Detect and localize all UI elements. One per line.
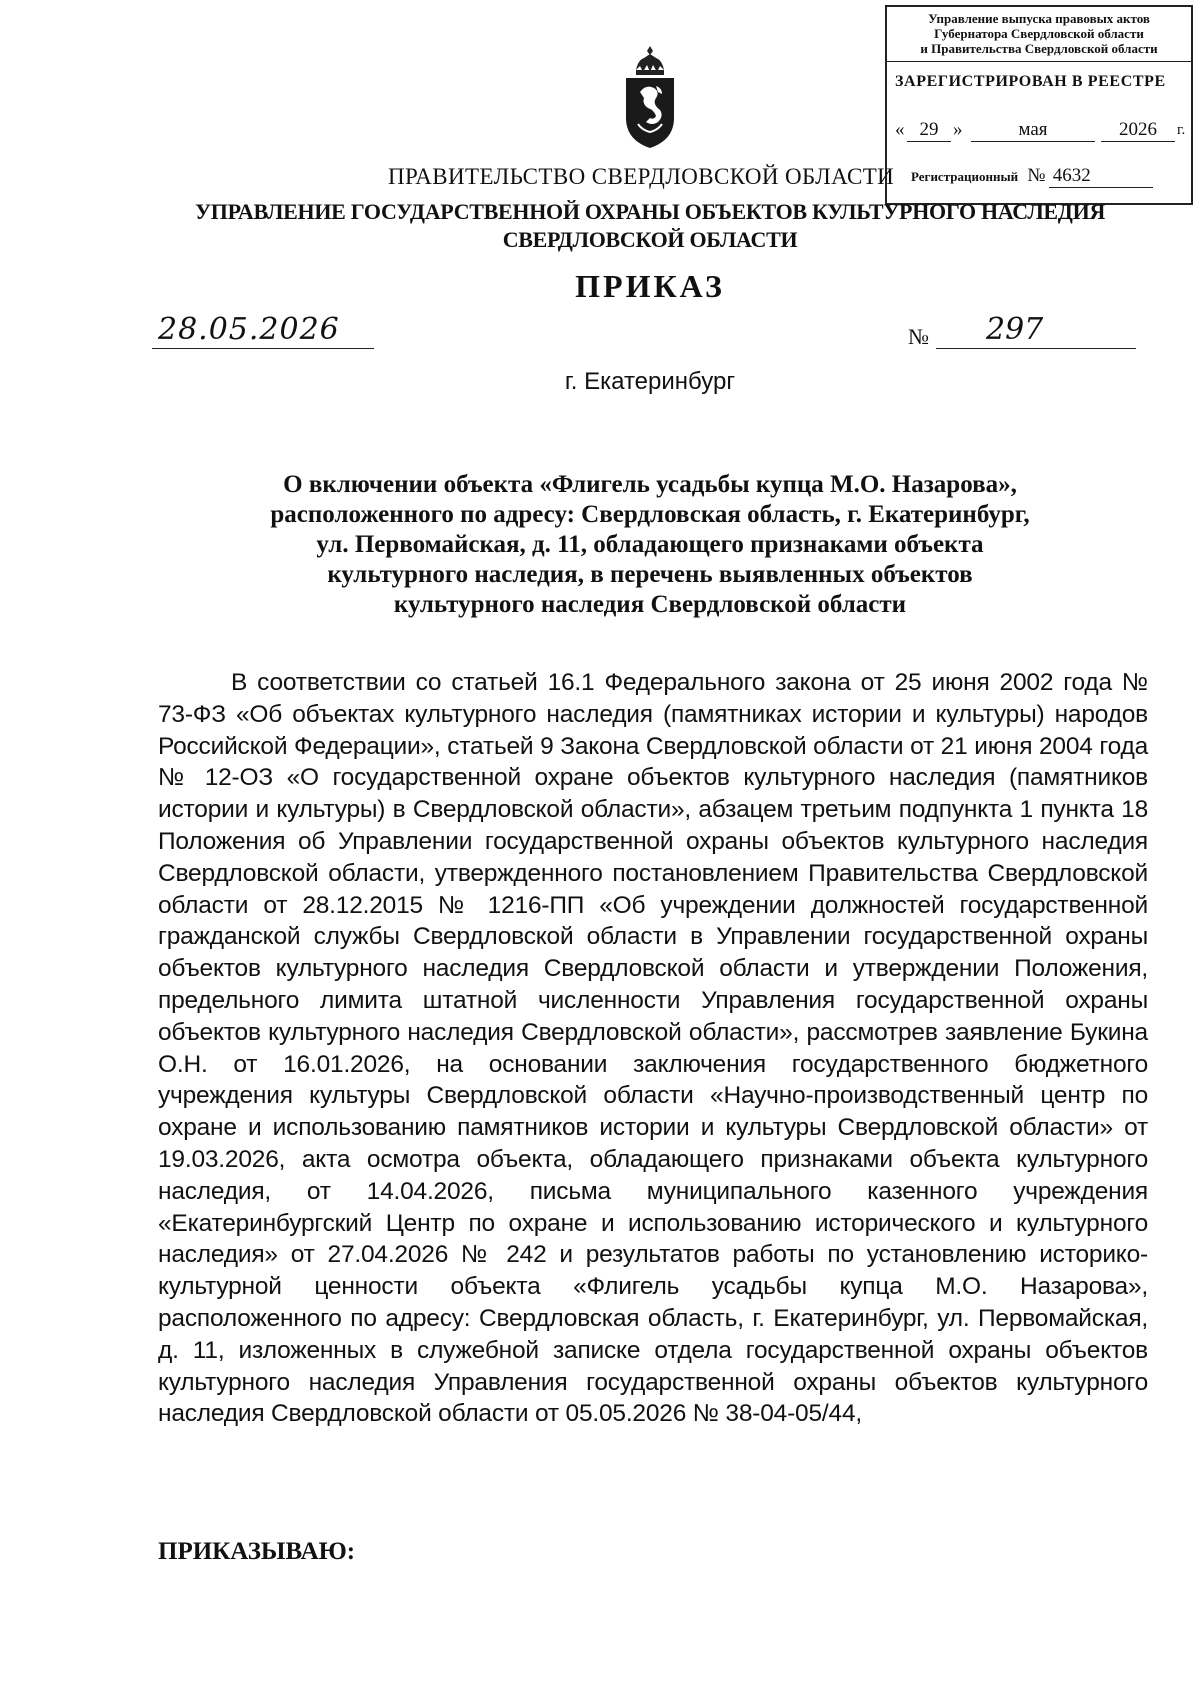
order-subject — [150, 470, 1150, 620]
department-line-1: УПРАВЛЕНИЕ ГОСУДАРСТВЕННОЙ ОХРАНЫ ОБЪЕКТОВ КУЛЬТУРНОГО НАСЛЕДИЯ — [194, 199, 1106, 224]
coat-of-arms-icon — [622, 44, 678, 152]
stamp-year-suffix: г. — [1177, 122, 1186, 138]
stamp-reg-label: Регистрационный — [911, 169, 1019, 184]
stamp-number-sign: № — [1027, 165, 1046, 186]
department-line-2: СВЕРДЛОВСКОЙ ОБЛАСТИ — [502, 227, 798, 252]
stamp-year: 2026 — [1101, 119, 1175, 142]
stamp-close-quote: » — [953, 119, 963, 140]
stamp-registered-label: ЗАРЕГИСТРИРОВАН В РЕЕСТРЕ — [895, 73, 1166, 90]
department-name — [150, 198, 1150, 254]
stamp-header-line: и Правительства Свердловской области — [920, 41, 1158, 56]
preamble-paragraph: В соответствии со статьей 16.1 Федерального закона от 25 июня 2002 года № 73-ФЗ «Об объектах культурного наследия (памятниках истории и культуры) народов Российской Федерации», статьей 9 Закона Свердловской области от 21 июня 2004 года № 12-ОЗ «О государственной охране объектов культурного наследия (памятников истории и культуры) в Свердловской области», абзацем третьим подпункта 1 пункта 18 Положения об Управлении государственной охраны объектов культурного наследия Свердловской области, утвержденного постановлением Правительства Свердловской области от 28.12.2015 № 1216-ПП «Об учреждении должностей государственной гражданской службы Свердловской области в Управлении государственной охраны объектов культурного наследия Свердловской области и утверждении Положения, предельного лимита штатной численности Управления государственной охраны объектов культурного наследия Свердловской области», рассмотрев заявление Букина О.Н. от 16.01.2026, на основании заключения государственного бюджетного учреждения культуры Свердловской области «Научно-производственный центр по охране и использованию памятников истории и культуры Свердловской области» от 19.03.2026, акта осмотра объекта, обладающего признаками объекта культурного наследия, от 14.04.2026, письма муниципального казенного учреждения «Екатеринбургский Центр по охране и использованию исторического и культурного наследия» от 27.04.2026 № 242 и результатов работы по установлению историко-культурной ценности объекта «Флигель усадьбы купца М.О. Назарова», расположенного по адресу: Свердловская область, г. Екатеринбург, ул. Первомайская, д. 11, изложенных в служебной записке отдела государственной охраны объектов культурного наследия Управления государственной охраны объектов культурного наследия Свердловской области от 05.05.2026 № 38-04-05/44, — [158, 669, 1148, 1428]
subject-line: расположенного по адресу: Свердловская область, г. Екатеринбург, — [270, 501, 1030, 528]
city: г. Екатеринбург — [564, 368, 736, 395]
stamp-open-quote: « — [895, 119, 905, 140]
stamp-reg-number — [911, 165, 1153, 188]
order-date: 28.05.2026 — [152, 312, 374, 349]
subject-line: культурного наследия Свердловской области — [393, 591, 907, 618]
subject-line: культурного наследия, в перечень выявленных объектов — [327, 561, 973, 588]
stamp-header — [887, 7, 1191, 62]
order-number-sign: № — [908, 324, 929, 349]
order-number: 297 — [936, 312, 1136, 349]
order-keyword: ПРИКАЗЫВАЮ: — [158, 1538, 356, 1565]
stamp-reg-value: 4632 — [1049, 165, 1153, 188]
subject-line: О включении объекта «Флигель усадьбы купца М.О. Назарова», — [283, 471, 1017, 498]
subject-line: ул. Первомайская, д. 11, обладающего признаками объекта — [316, 531, 984, 558]
stamp-day: 29 — [907, 119, 951, 142]
stamp-header-line: Управление выпуска правовых актов — [928, 11, 1150, 26]
government-name: ПРАВИТЕЛЬСТВО СВЕРДЛОВСКОЙ ОБЛАСТИ — [388, 164, 895, 189]
document-title: ПРИКАЗ — [575, 268, 725, 304]
registration-stamp — [885, 5, 1193, 205]
stamp-month: мая — [971, 119, 1095, 142]
stamp-header-line: Губернатора Свердловской области — [934, 26, 1144, 41]
